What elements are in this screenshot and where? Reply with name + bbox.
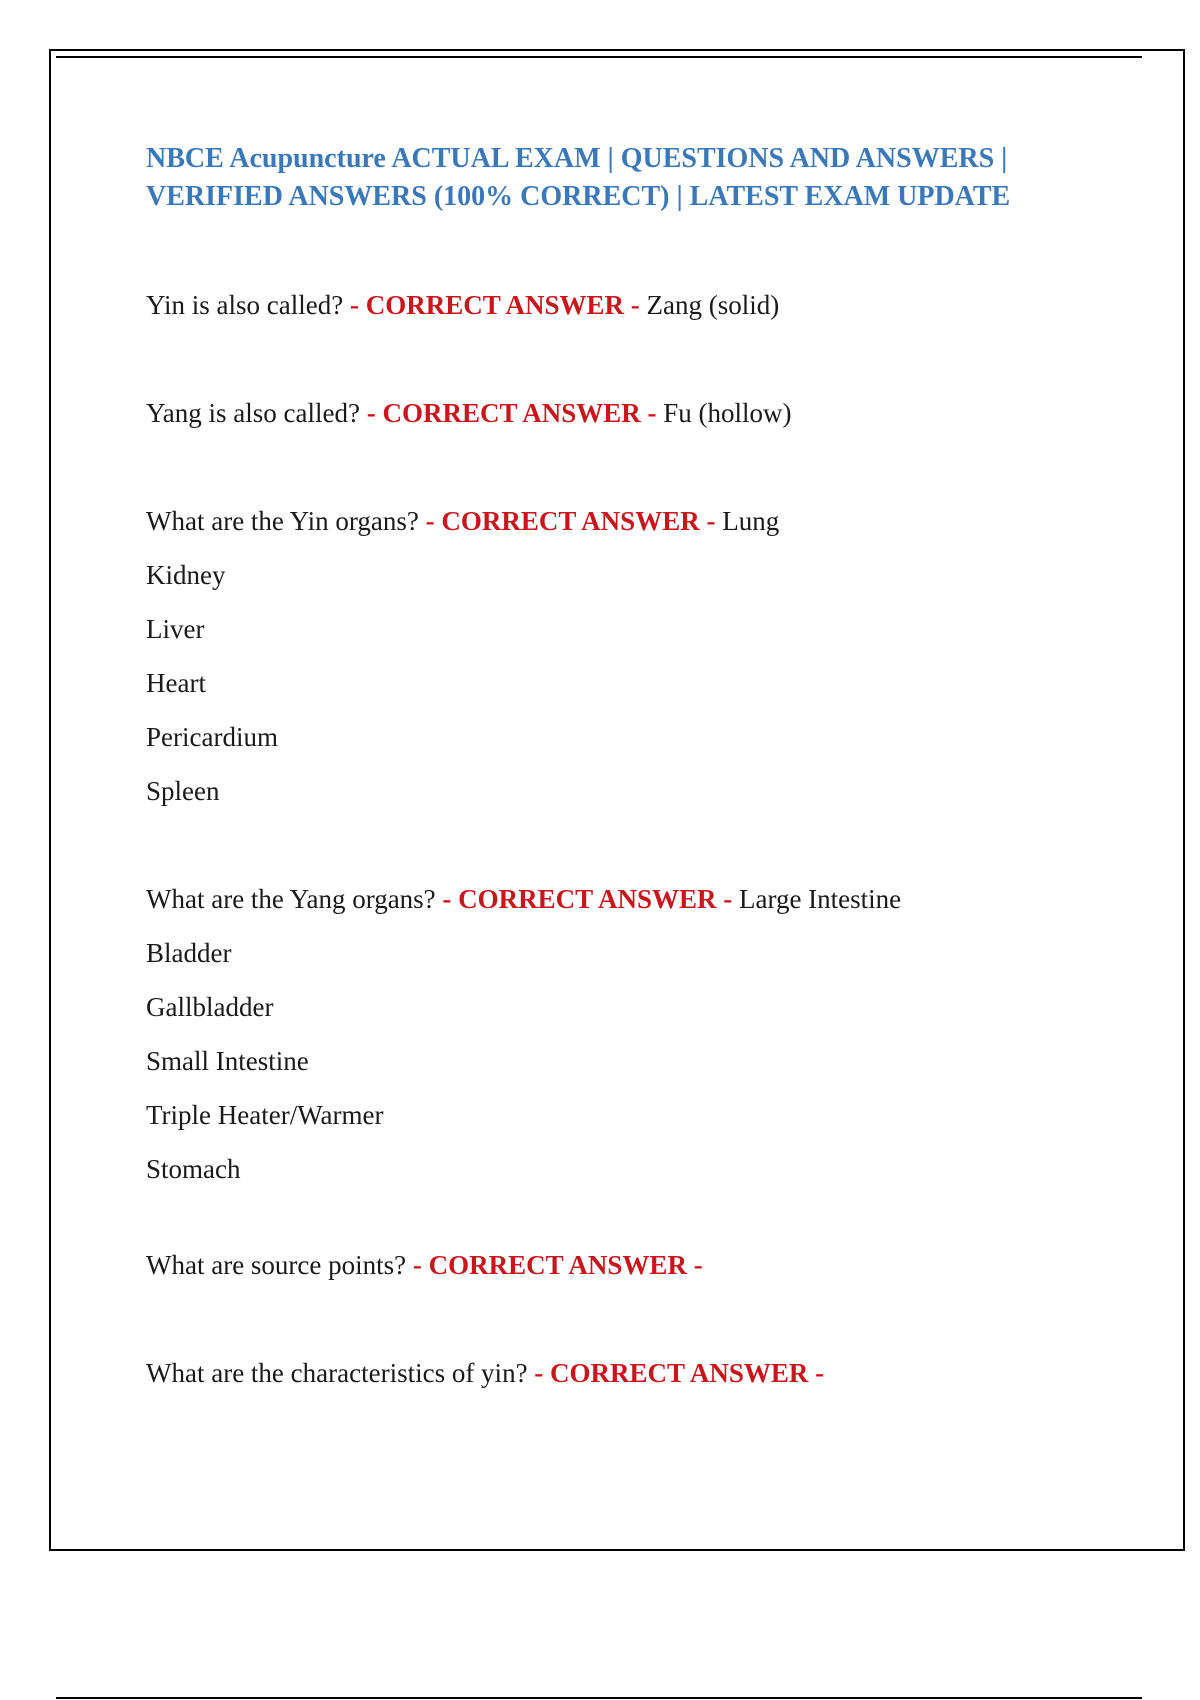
title-line-1: NBCE Acupuncture ACTUAL EXAM | QUESTIONS AND ANSWERS | (146, 143, 1008, 174)
qa-line (146, 386, 1106, 440)
answer-text: Fu (hollow) (663, 398, 792, 428)
document-title (146, 140, 1106, 216)
question-text: What are source points? (146, 1250, 407, 1280)
answer-list-item: Spleen (146, 776, 220, 806)
correct-answer-label: - CORRECT ANSWER - (366, 398, 657, 428)
qa-line (146, 872, 1106, 926)
question-text: What are the characteristics of yin? (146, 1358, 528, 1388)
answer-list-item: Bladder (146, 938, 232, 968)
qa-line (146, 1238, 1106, 1292)
answer-list-item: Small Intestine (146, 1046, 309, 1076)
answer-list-item: Triple Heater/Warmer (146, 1100, 384, 1130)
qa-line (146, 278, 1106, 332)
qa-yang-called (146, 386, 1106, 440)
qa-yin-called (146, 278, 1106, 332)
answer-list-item: Liver (146, 614, 205, 644)
correct-answer-label: - CORRECT ANSWER - (442, 884, 733, 914)
correct-answer-label: - CORRECT ANSWER - (425, 506, 716, 536)
correct-answer-label: - CORRECT ANSWER - (349, 290, 640, 320)
answer-text: Large Intestine (738, 884, 902, 914)
qa-line (146, 494, 1106, 548)
answer-list-item: Pericardium (146, 722, 278, 752)
question-text: Yang is also called? (146, 398, 360, 428)
qa-yang-organs (146, 872, 1106, 1196)
answer-list-item: Kidney (146, 560, 226, 590)
answer-text: Lung (722, 506, 780, 536)
qa-characteristics-yin (146, 1346, 1106, 1400)
correct-answer-label: - CORRECT ANSWER - (412, 1250, 703, 1280)
correct-answer-label: - CORRECT ANSWER - (534, 1358, 825, 1388)
bottom-rule (56, 1697, 1142, 1699)
document-content (146, 140, 1106, 1400)
question-text: What are the Yin organs? (146, 506, 419, 536)
title-line-2: VERIFIED ANSWERS (100% CORRECT) | LATEST EXAM UPDATE (146, 181, 1011, 212)
answer-list-item: Stomach (146, 1154, 241, 1184)
answer-list-item: Gallbladder (146, 992, 274, 1022)
qa-line (146, 1346, 1106, 1400)
answer-list-item: Heart (146, 668, 206, 698)
answer-text: Zang (solid) (646, 290, 780, 320)
top-rule (56, 56, 1142, 58)
qa-source-points (146, 1238, 1106, 1292)
question-text: Yin is also called? (146, 290, 344, 320)
question-text: What are the Yang organs? (146, 884, 436, 914)
qa-yin-organs (146, 494, 1106, 818)
